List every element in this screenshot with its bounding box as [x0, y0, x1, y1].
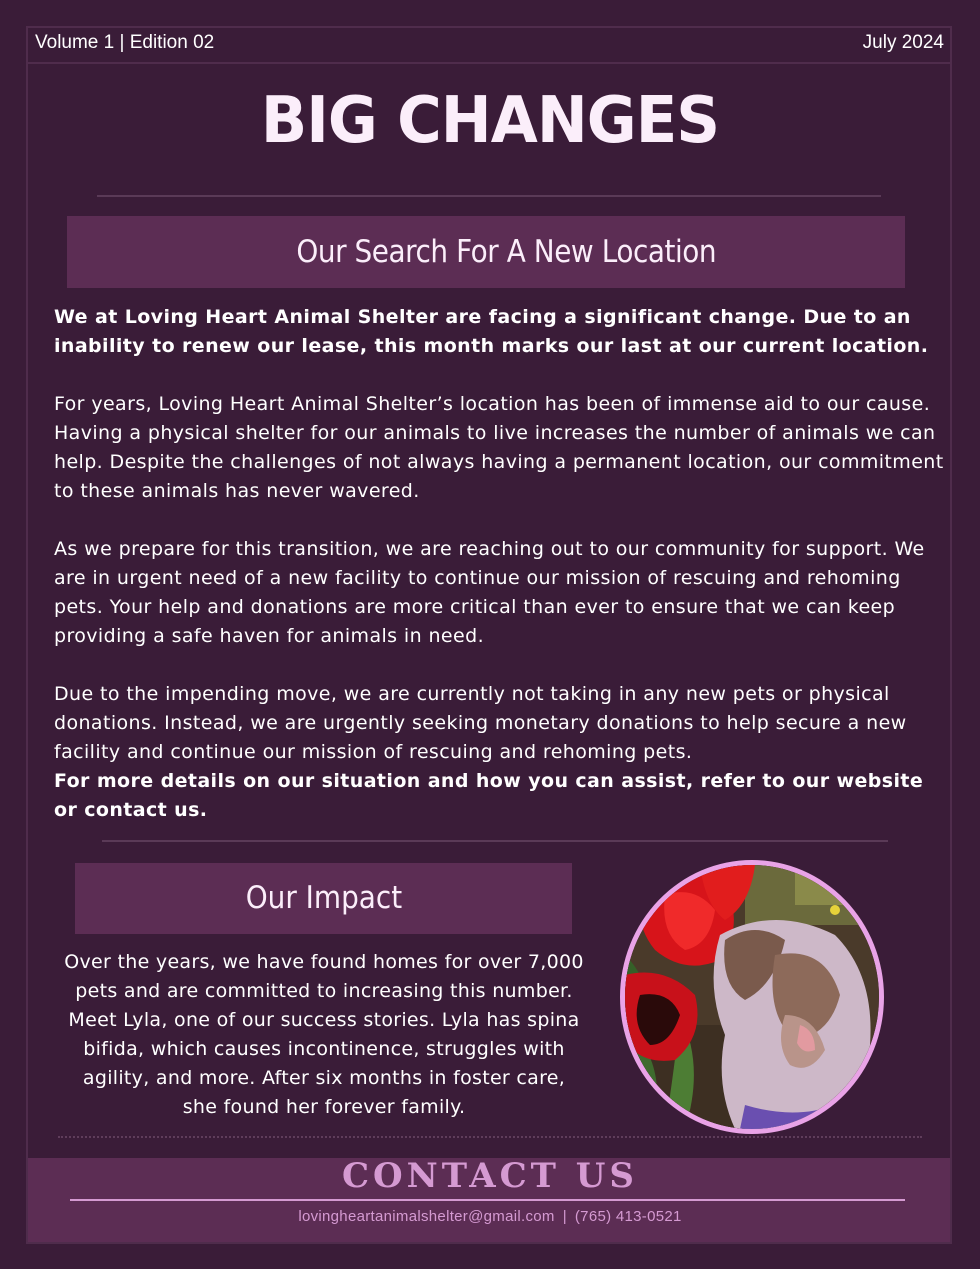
contact-details	[0, 1208, 980, 1225]
contact-title: CONTACT US	[342, 1156, 638, 1196]
section-banner-location	[67, 216, 905, 288]
article-paragraph-1: For years, Loving Heart Animal Shelter’s location has been of immense aid to our cause. Having a physical shelter for our animals to live increases the number of animals we can help. Despite the challenges of not always having a permanent location, our commitment to these animals has never wavered.	[54, 393, 944, 502]
contact-phone[interactable]: (765) 413-0521	[574, 1208, 682, 1225]
article-body	[54, 303, 944, 825]
divider-middle	[102, 840, 888, 842]
contact-email[interactable]: lovingheartanimalshelter@gmail.com	[298, 1208, 555, 1225]
dog-photo	[620, 860, 884, 1134]
article-paragraph-3: Due to the impending move, we are currently not taking in any new pets or physical donations. Instead, we are urgently seeking monetary donations to help secure a new facility and continue our mission of rescuing and rehoming pets.	[54, 683, 907, 763]
issue-label: Volume 1 | Edition 02	[35, 32, 215, 53]
divider-dotted	[58, 1136, 922, 1138]
issue-date: July 2024	[862, 32, 944, 53]
article-paragraph-2: As we prepare for this transition, we are reaching out to our community for support. We are in urgent need of a new facility to continue our mission of rescuing and rehoming pets. Your help and donations are more critical than ever to ensure that we can keep providing a safe haven for animals in need.	[54, 538, 925, 647]
divider-top	[97, 195, 881, 197]
section-banner-impact	[75, 863, 572, 934]
dog-photo-illustration	[625, 865, 879, 1129]
article-intro: We at Loving Heart Animal Shelter are facing a significant change. Due to an inability to renew our lease, this month marks our last at our current location.	[54, 306, 929, 357]
contact-divider	[70, 1199, 905, 1201]
page-title: BIG CHANGES	[260, 84, 720, 158]
section-title-impact: Our Impact	[245, 880, 402, 916]
impact-text: Over the years, we have found homes for over 7,000 pets and are committed to increasing this number. Meet Lyla, one of our success stories. Lyla has spina bifida, which causes incontinence, struggles with agility, and more. After six months in foster care, she found her forever family.	[64, 951, 584, 1118]
article-closing: For more details on our situation and how you can assist, refer to our website or contact us.	[54, 770, 924, 821]
contact-separator: |	[562, 1208, 567, 1225]
section-title-location: Our Search For A New Location	[296, 234, 716, 270]
